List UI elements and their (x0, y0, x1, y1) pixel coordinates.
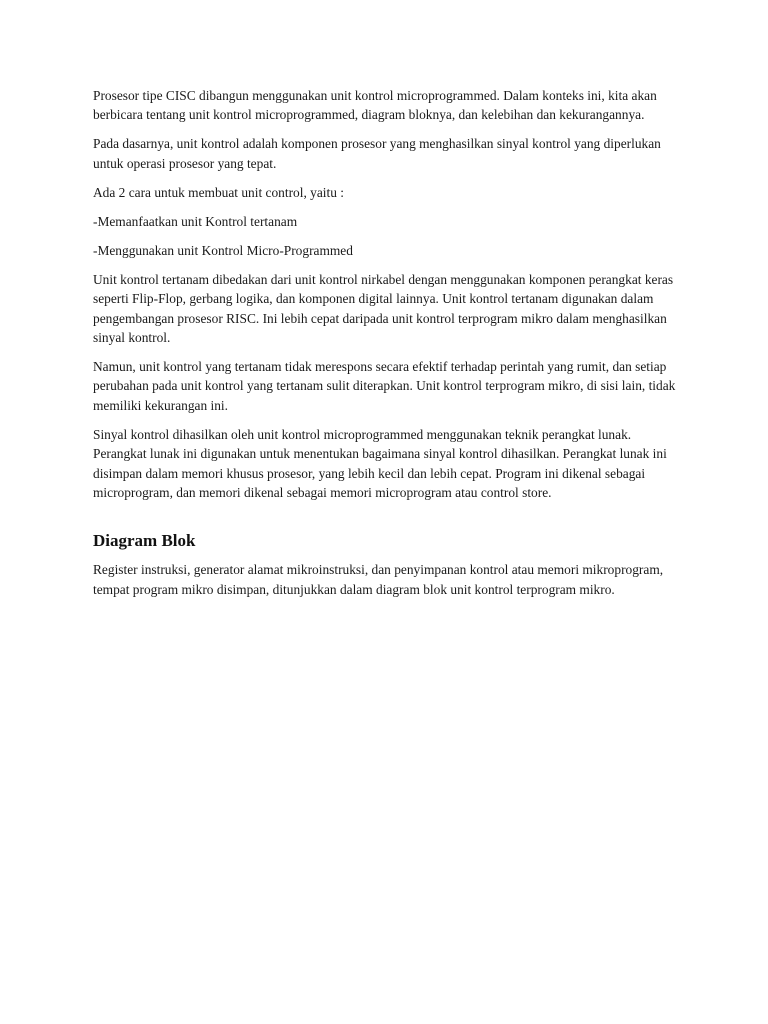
paragraph-microprogram-description: Sinyal kontrol dihasilkan oleh unit kontrol microprogrammed menggunakan teknik perangkat lunak. Perangkat lunak ini digunakan untuk menentukan bagaimana sinyal kontrol dihasilkan. Perangkat lunak ini disimpan dalam memori khusus prosesor, yang lebih kecil dan lebih cepat. Program ini dikenal sebagai microprogram, dan memori dikenal sebagai memori microprogram atau control store. (93, 426, 667, 501)
paragraph-two-ways: Ada 2 cara untuk membuat unit control, yaitu : (93, 184, 345, 200)
paragraph-hardwired-drawbacks: Namun, unit kontrol yang tertanam tidak merespons secara efektif terhadap perintah yang rumit, dan setiap perubahan pada unit kontrol yang tertanam sulit diterapkan. Unit kontrol terprogram mikro, di sisi lain, tidak memiliki kekurangan ini. (93, 359, 676, 413)
paragraph-block-diagram-description: Register instruksi, generator alamat mikroinstruksi, dan penyimpanan kontrol atau memori mikroprogram, tempat program mikro disimpan, ditunjukkan dalam diagram blok unit kontrol terprogram mikro. (93, 562, 664, 597)
paragraph-control-unit-definition: Pada dasarnya, unit kontrol adalah komponen prosesor yang menghasilkan sinyal kontrol yang diperlukan untuk operasi prosesor yang tepat. (93, 136, 661, 171)
list-item-hardwired: -Memanfaatkan unit Kontrol tertanam (93, 213, 298, 229)
section-heading-diagram-blok: Diagram Blok (93, 531, 196, 551)
paragraph-intro-cisc: Prosesor tipe CISC dibangun menggunakan unit kontrol microprogrammed. Dalam konteks ini, kita akan berbicara tentang unit kontrol microprogrammed, diagram bloknya, dan kelebihan dan kekurangannya. (93, 88, 657, 123)
document-page (93, 86, 683, 609)
list-item-microprogrammed: -Menggunakan unit Kontrol Micro-Programmed (93, 242, 353, 258)
paragraph-hardwired-description: Unit kontrol tertanam dibedakan dari unit kontrol nirkabel dengan menggunakan komponen perangkat keras seperti Flip-Flop, gerbang logika, dan komponen digital lainnya. Unit kontrol tertanam digunakan dalam pengembangan prosesor RISC. Ini lebih cepat daripada unit kontrol terprogram mikro dalam menghasilkan sinyal kontrol. (93, 271, 674, 346)
